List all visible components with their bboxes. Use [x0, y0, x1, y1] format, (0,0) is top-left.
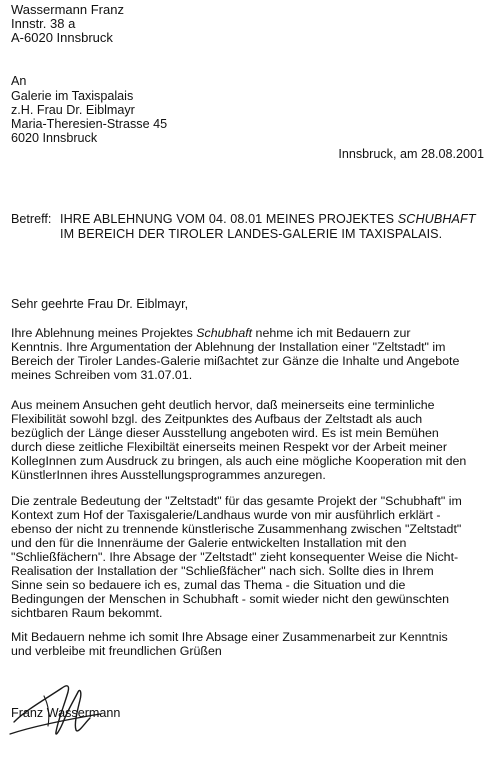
sender-name: Wassermann Franz	[11, 2, 124, 17]
subject-line-1-text: IHRE ABLEHNUNG VOM 04. 08.01 MEINES PROJEKTES	[60, 212, 398, 226]
paragraph-3	[11, 494, 496, 620]
paragraph-3-line-2: Kontext zum Hof der Taxisgalerie/Landhaus wurde von mir ausführlich erklärt -	[11, 508, 441, 522]
paragraph-2-line-4: durch diese zeitliche Flexibiltät einerseits meinen Respekt vor der Arbeit meiner	[11, 440, 447, 454]
subject-line-2: IM BEREICH DER TIROLER LANDES-GALERIE IM TAXISPALAIS.	[60, 227, 443, 241]
paragraph-2-line-3: bezüglich der Länge dieser Ausstellung angeboten wird. Es ist mein Bemühen	[11, 426, 439, 440]
paragraph-3-line-5: "Schließfächern". Ihre Absage der "Zeltstadt" zieht konsequenter Weise die Nicht-	[11, 550, 459, 564]
paragraph-1-line-4: meines Schreiben vom 31.07.01.	[11, 368, 193, 382]
recipient-org: Galerie im Taxispalais	[11, 89, 134, 103]
paragraph-3-line-7: Sinne sein so bedauere ich es, zumal das Thema - die Situation und die	[11, 578, 406, 592]
closing-line-2: und verbleibe mit freundlichen Grüßen	[11, 644, 222, 658]
paragraph-2-line-1: Aus meinem Ansuchen geht deutlich hervor, daß meinerseits eine terminliche	[11, 398, 435, 412]
subject-project-name: SCHUBHAFT	[397, 212, 476, 226]
signature-name: Franz Wassermann	[11, 706, 121, 720]
closing	[11, 630, 496, 658]
letter-date: Innsbruck, am 28.08.2001	[338, 147, 484, 161]
recipient-attn: z.H. Frau Dr. Eiblmayr	[11, 103, 135, 117]
p1-l1-b: nehme ich mit Bedauern zur	[252, 326, 411, 340]
paragraph-3-line-1: Die zentrale Bedeutung der "Zeltstadt" für das gesamte Projekt der "Schubhaft" im	[11, 494, 462, 508]
paragraph-1	[11, 326, 496, 382]
p1-l1-project: Schubhaft	[196, 326, 253, 340]
subject-label: Betreff:	[11, 212, 52, 226]
recipient-to: An	[11, 74, 27, 88]
paragraph-1-line-3: Bereich der Tiroler Landes-Galerie mißachtet zur Gänze die Inhalte und Angebote	[11, 354, 460, 368]
sender-street: Innstr. 38 a	[11, 16, 76, 31]
paragraph-2-line-2: Flexibilität sowohl bzgl. des Zeitpunktes des Aufbaus der Zeltstadt als auch	[11, 412, 423, 426]
subject-line-1	[60, 212, 476, 226]
paragraph-3-line-6: Realisation der Installation der "Schließfächer" nach sich. Sollte dies in Ihrem	[11, 564, 434, 578]
paragraph-3-line-9: sichtbaren Raum bekommt.	[11, 606, 163, 620]
paragraph-3-line-8: Bedingungen der Menschen in Schubhaft - somit wieder nicht den gewünschten	[11, 592, 450, 606]
sender-city: A-6020 Innsbruck	[11, 30, 113, 45]
p1-l1-a: Ihre Ablehnung meines Projektes	[11, 326, 197, 340]
paragraph-1-line-1	[11, 326, 496, 340]
paragraph-1-line-2: Kenntnis. Ihre Argumentation der Ablehnung der Installation einer "Zeltstadt" im	[11, 340, 446, 354]
paragraph-2-line-5: KollegInnen zum Ausdruck zu bringen, als auch eine mögliche Kooperation mit den	[11, 454, 467, 468]
paragraph-3-line-3: ebenso der nicht zu trennende künstlerische Zusammenhang zwischen "Zeltstadt"	[11, 522, 462, 536]
paragraph-2	[11, 398, 496, 482]
closing-line-1: Mit Bedauern nehme ich somit Ihre Absage einer Zusammenarbeit zur Kenntnis	[11, 630, 448, 644]
greeting: Sehr geehrte Frau Dr. Eiblmayr,	[11, 297, 189, 311]
recipient-city: 6020 Innsbruck	[11, 131, 98, 145]
recipient-street: Maria-Theresien-Strasse 45	[11, 117, 168, 131]
paragraph-3-line-4: und den für die Innenräume der Galerie entwickelten Installation mit den	[11, 536, 407, 550]
paragraph-2-line-6: KünstlerInnen ihres Ausstellungsprogrammes anzuregen.	[11, 468, 326, 482]
